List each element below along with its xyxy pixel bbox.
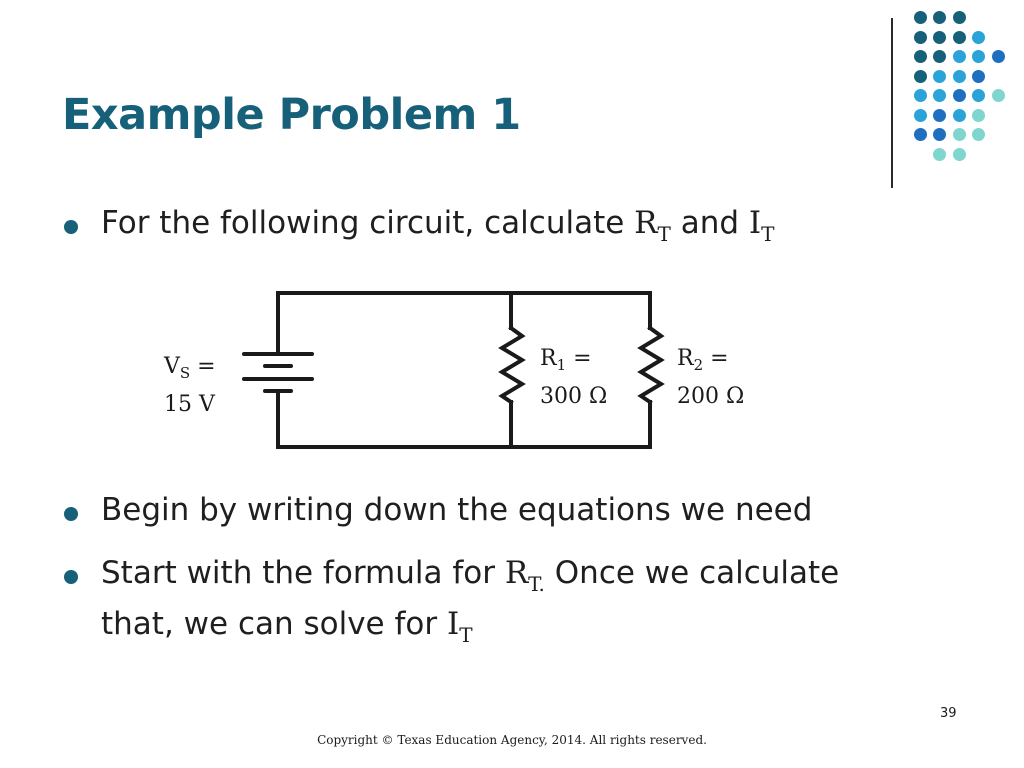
source-voltage-label [164,351,216,420]
decorative-dot [933,89,946,102]
decorative-dot [972,128,985,141]
decorative-dot [933,11,946,24]
vs-subscript: S [179,364,191,382]
bullet-dot-icon [64,570,78,584]
bullet-text-before: For the following circuit, calculate [101,205,635,241]
r-subscript: T [657,222,671,246]
r1-label [540,343,607,412]
decorative-dot [914,70,927,83]
bullet-text-line-2 [101,606,473,647]
decorative-dot [953,11,966,24]
decorative-dot [972,50,985,63]
decorative-dot [953,128,966,141]
decorative-dot [953,50,966,63]
page-number: 39 [940,706,957,721]
r-symbol: R [634,205,658,241]
slide-title: Example Problem 1 [62,90,521,140]
decorative-dot [972,31,985,44]
r1-equals: = [566,346,592,371]
bullet-item-1 [64,205,884,250]
r2-label [677,343,744,412]
i-symbol: I [446,606,460,642]
r1-symbol: R [540,346,557,371]
battery-icon [244,354,312,391]
resistor-r2-zigzag [641,328,661,402]
bullet-text-middle: and [670,205,749,241]
decorative-dot [933,70,946,83]
decorative-dot [933,109,946,122]
decorative-dot [953,89,966,102]
decorative-dot [972,109,985,122]
bullet-dot-icon [64,220,78,234]
bullet-item-2 [64,492,924,537]
decorative-dot [914,109,927,122]
decorative-dot [992,89,1005,102]
decorative-dot [933,31,946,44]
decorative-dot [914,128,927,141]
r-symbol: R [504,555,529,591]
decorative-dot [953,31,966,44]
vs-symbol: V [164,354,180,379]
r1-value: 300 Ω [540,384,608,409]
decorative-dot [972,89,985,102]
bullet-text-line-1 [101,555,839,596]
bullet-item-3 [64,555,944,655]
bullet-line1-after: Once we calculate [544,555,840,591]
resistor-r1-zigzag [502,328,522,402]
vs-equals: = [190,354,216,379]
decorative-dot-grid [900,10,1010,170]
decorative-dot [953,70,966,83]
bullet-dot-icon [64,507,78,521]
r2-value: 200 Ω [677,384,745,409]
r2-symbol: R [677,346,694,371]
bullet-text [101,205,774,246]
r2-subscript: 2 [693,356,704,374]
bullet-line2-before: that, we can solve for [101,606,447,642]
decorative-dot [914,50,927,63]
decorative-dot [953,109,966,122]
vs-value: 15 V [164,392,215,417]
i-symbol: I [748,205,762,241]
decorative-divider [891,18,893,188]
decorative-dot [914,31,927,44]
r2-equals: = [703,346,729,371]
decorative-dot [914,89,927,102]
i-subscript: T [459,623,473,647]
decorative-dot [933,148,946,161]
decorative-dot [914,11,927,24]
r-subscript: T. [528,572,545,596]
decorative-dot [933,128,946,141]
decorative-dot [933,50,946,63]
decorative-dot [953,148,966,161]
bullet-text: Begin by writing down the equations we need [101,492,813,528]
i-subscript: T [761,222,775,246]
copyright-notice: Copyright © Texas Education Agency, 2014. All rights reserved. [317,733,707,747]
r1-subscript: 1 [556,356,567,374]
decorative-dot [972,70,985,83]
decorative-dot [992,50,1005,63]
bullet-line1-before: Start with the formula for [101,555,505,591]
